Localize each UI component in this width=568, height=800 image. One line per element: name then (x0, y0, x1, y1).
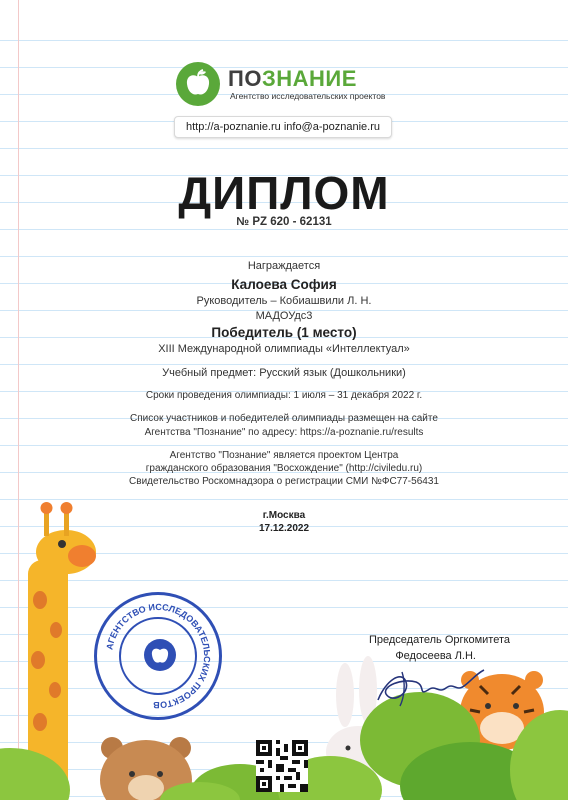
olympiad: XIII Международной олимпиады «Интеллектуал» (158, 343, 410, 355)
city: г.Москва (262, 510, 306, 521)
results-list-line2: Агентства "Познание" по адресу: https://a-poznanie.ru/results (144, 427, 424, 438)
logo-title: ПОЗНАНИЕ (228, 66, 357, 91)
diploma-number: № PZ 620 - 62131 (236, 216, 332, 228)
logo (176, 62, 406, 108)
chairman-role: Председатель Оргкомитета (368, 634, 510, 646)
agency-line2: гражданского образования "Восхождение" (http://civiledu.ru) (145, 463, 423, 474)
logo-subtitle: Агентство исследовательских проектов (230, 91, 386, 101)
supervisor: Руководитель – Кобиашвили Л. Н. (196, 295, 372, 307)
issue-date: 17.12.2022 (258, 523, 310, 534)
contacts-box: http://a-poznanie.ru info@a-poznanie.ru (174, 116, 392, 138)
diploma-title: ДИПЛОМ (178, 167, 390, 219)
qr-code (256, 740, 308, 792)
organization: МАДОУдс3 (255, 310, 313, 322)
awarded-label: Награждается (247, 260, 321, 272)
results-list-line1: Список участников и победителей олимпиады размещен на сайте (130, 413, 438, 424)
chairman-name: Федосеева Л.Н. (395, 650, 476, 662)
result: Победитель (1 место) (211, 325, 357, 340)
svg-text:АГЕНТСТВО ИССЛЕДОВАТЕЛЬСКИХ ПР: АГЕНТСТВО ИССЛЕДОВАТЕЛЬСКИХ ПРОЕКТОВ (104, 601, 213, 711)
recipient-name: Калоева София (231, 277, 337, 292)
stamp-apple-icon (142, 637, 178, 673)
stamp (94, 592, 222, 720)
handwritten-signature (372, 660, 492, 710)
agency-line3: Свидетельство Роскомнадзора о регистрации СМИ №ФС77-56431 (129, 476, 439, 487)
subject: Учебный предмет: Русский язык (Дошкольники) (162, 367, 406, 379)
apple-icon (176, 62, 220, 106)
dates: Сроки проведения олимпиады: 1 июля – 31 декабря 2022 г. (145, 390, 423, 401)
agency-line1: Агентство "Познание" является проектом Центра (169, 450, 399, 461)
